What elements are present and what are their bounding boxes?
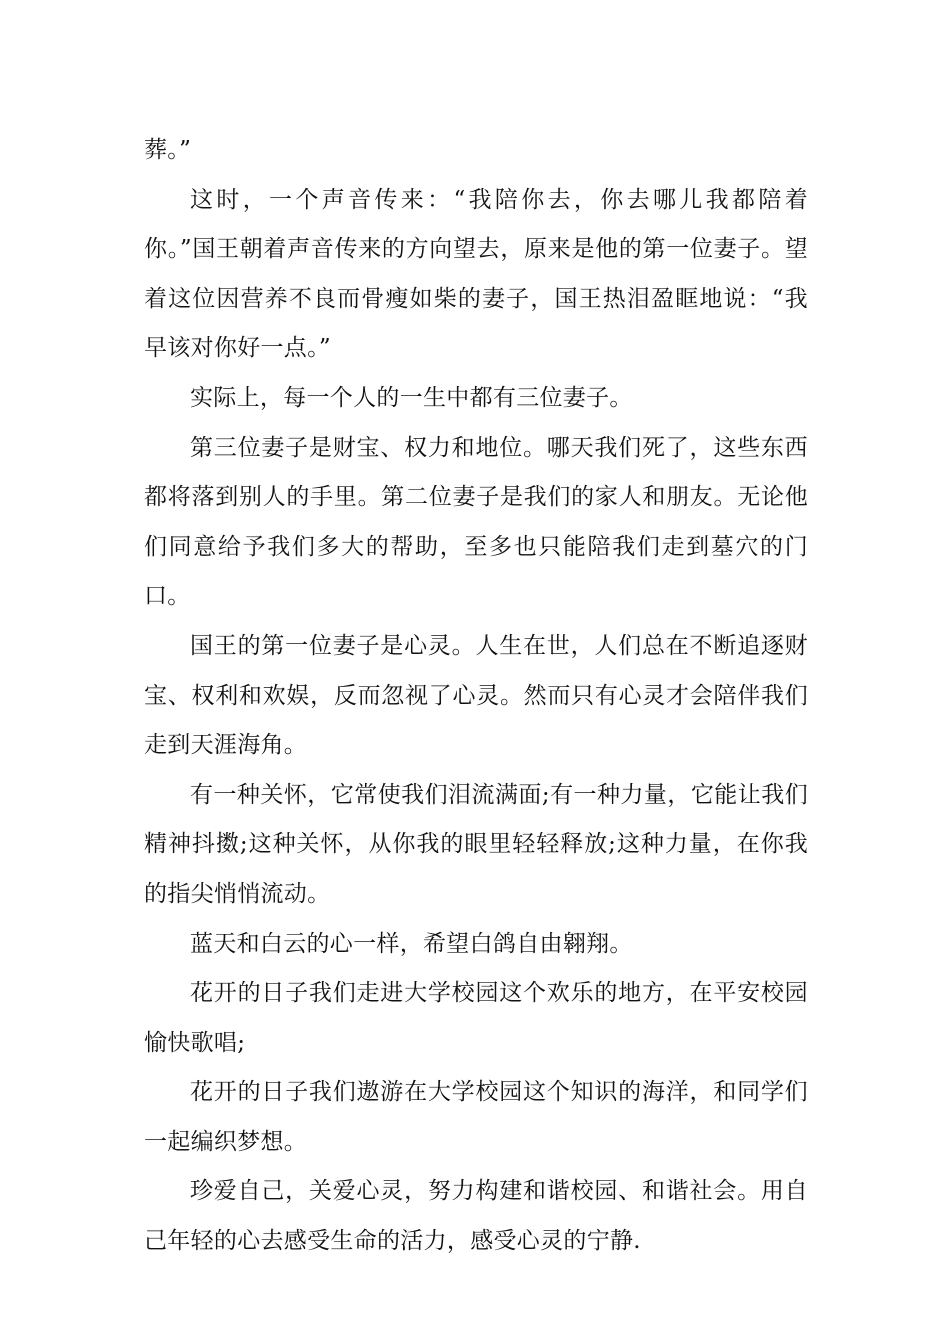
paragraph: 实际上，每一个人的一生中都有三位妻子。 (190, 384, 633, 411)
paragraph: 花开的日子我们遨游在大学校园这个知识的海洋，和同学们一起编织梦想。 (144, 1079, 808, 1155)
paragraph: 有一种关怀，它常使我们泪流满面;有一种力量，它能让我们精神抖擞;这种关怀，从你我的眼里轻轻释放;这种力量，在你我的指尖悄悄流动。 (144, 781, 808, 907)
paragraph: 花开的日子我们走进大学校园这个欢乐的地方，在平安校园愉快歌唱; (144, 980, 808, 1056)
paragraph: 国王的第一位妻子是心灵。人生在世，人们总在不断追逐财宝、权利和欢娱，反而忽视了心灵。然而只有心灵才会陪伴我们走到天涯海角。 (144, 632, 808, 759)
body-text (144, 126, 808, 1267)
paragraph: 葬。” (144, 137, 192, 163)
paragraph: 这时，一个声音传来：“我陪你去，你去哪儿我都陪着你。”国王朝着声音传来的方向望去，原来是他的第一位妻子。望着这位因营养不良而骨瘦如柴的妻子，国王热泪盈眶地说：“我早该对你好一点。” (144, 186, 808, 362)
paragraph: 第三位妻子是财宝、权力和地位。哪天我们死了，这些东西都将落到别人的手里。第二位妻子是我们的家人和朋友。无论他们同意给予我们多大的帮助，至多也只能陪我们走到墓穴的门口。 (144, 434, 808, 610)
paragraph: 珍爱自己，关爱心灵，努力构建和谐校园、和谐社会。用自己年轻的心去感受生命的活力，感受心灵的宁静. (144, 1178, 808, 1255)
paragraph: 蓝天和白云的心一样，希望白鸽自由翱翔。 (190, 930, 633, 957)
